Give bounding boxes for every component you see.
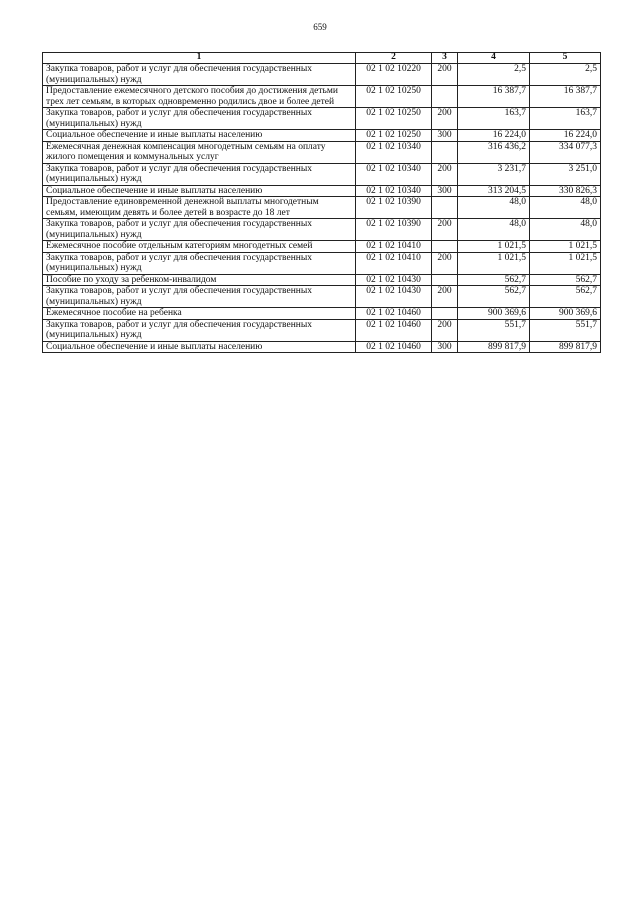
row-expense-type: 300 [432,341,458,353]
table-row [43,163,601,185]
row-amount-1: 900 369,6 [458,308,530,320]
table-row [43,219,601,241]
row-expense-type [432,197,458,219]
row-amount-1: 562,7 [458,286,530,308]
row-amount-2: 1 021,5 [530,241,601,253]
table-row [43,274,601,286]
row-amount-2: 551,7 [530,319,601,341]
row-expense-type [432,241,458,253]
row-amount-2: 2,5 [530,64,601,86]
page-number: 659 [313,22,327,32]
row-amount-1: 551,7 [458,319,530,341]
row-target-code: 02 1 02 10430 [356,286,432,308]
column-header-amount-2: 5 [530,53,601,64]
row-target-code: 02 1 02 10250 [356,130,432,142]
row-expense-type: 200 [432,64,458,86]
row-description: Социальное обеспечение и иные выплаты населению [43,185,356,197]
row-amount-1: 562,7 [458,274,530,286]
row-description: Закупка товаров, работ и услуг для обеспечения государственных (муниципальных) нужд [43,252,356,274]
table-body [43,64,601,353]
row-description: Закупка товаров, работ и услуг для обеспечения государственных (муниципальных) нужд [43,108,356,130]
row-amount-1: 163,7 [458,108,530,130]
row-expense-type: 200 [432,286,458,308]
row-expense-type: 200 [432,252,458,274]
row-description: Закупка товаров, работ и услуг для обеспечения государственных (муниципальных) нужд [43,163,356,185]
table-row [43,286,601,308]
table-row [43,130,601,142]
table-row [43,108,601,130]
budget-table [42,52,601,353]
row-description: Закупка товаров, работ и услуг для обеспечения государственных (муниципальных) нужд [43,286,356,308]
row-amount-1: 1 021,5 [458,241,530,253]
row-target-code: 02 1 02 10250 [356,86,432,108]
table-row [43,341,601,353]
table-row [43,185,601,197]
row-description: Предоставление ежемесячного детского пособия до достижения детьми трех лет семьям, в которых одновременно родились двое и более детей [43,86,356,108]
row-expense-type: 300 [432,185,458,197]
row-expense-type: 200 [432,163,458,185]
table-row [43,86,601,108]
row-expense-type [432,86,458,108]
row-target-code: 02 1 02 10460 [356,319,432,341]
column-header-amount-1: 4 [458,53,530,64]
row-amount-2: 899 817,9 [530,341,601,353]
row-description: Ежемесячное пособие отдельным категориям многодетных семей [43,241,356,253]
row-amount-1: 899 817,9 [458,341,530,353]
row-amount-2: 16 387,7 [530,86,601,108]
row-amount-1: 16 387,7 [458,86,530,108]
table-header-row [43,53,601,64]
row-target-code: 02 1 02 10340 [356,185,432,197]
table-row [43,64,601,86]
row-amount-1: 2,5 [458,64,530,86]
row-target-code: 02 1 02 10430 [356,274,432,286]
row-amount-2: 900 369,6 [530,308,601,320]
row-target-code: 02 1 02 10390 [356,219,432,241]
table-row [43,141,601,163]
row-amount-2: 48,0 [530,219,601,241]
row-description: Закупка товаров, работ и услуг для обеспечения государственных (муниципальных) нужд [43,219,356,241]
row-amount-2: 330 826,3 [530,185,601,197]
row-target-code: 02 1 02 10250 [356,108,432,130]
row-expense-type: 200 [432,319,458,341]
row-expense-type [432,274,458,286]
row-target-code: 02 1 02 10410 [356,241,432,253]
row-expense-type: 200 [432,108,458,130]
row-amount-1: 3 231,7 [458,163,530,185]
row-description: Пособие по уходу за ребенком-инвалидом [43,274,356,286]
column-header-type: 3 [432,53,458,64]
row-target-code: 02 1 02 10340 [356,141,432,163]
row-expense-type [432,308,458,320]
row-description: Социальное обеспечение и иные выплаты населению [43,130,356,142]
table-row [43,319,601,341]
table-row [43,241,601,253]
row-description: Закупка товаров, работ и услуг для обеспечения государственных (муниципальных) нужд [43,319,356,341]
row-target-code: 02 1 02 10410 [356,252,432,274]
row-target-code: 02 1 02 10340 [356,163,432,185]
row-amount-2: 3 251,0 [530,163,601,185]
row-description: Закупка товаров, работ и услуг для обеспечения государственных (муниципальных) нужд [43,64,356,86]
row-amount-1: 48,0 [458,197,530,219]
table-row [43,197,601,219]
row-description: Предоставление единовременной денежной выплаты многодетным семьям, имеющим девять и более детей в возрасте до 18 лет [43,197,356,219]
table-row [43,308,601,320]
row-amount-1: 48,0 [458,219,530,241]
table-row [43,252,601,274]
row-amount-2: 562,7 [530,286,601,308]
row-expense-type: 300 [432,130,458,142]
row-target-code: 02 1 02 10220 [356,64,432,86]
row-expense-type: 200 [432,219,458,241]
row-amount-1: 316 436,2 [458,141,530,163]
column-header-name: 1 [43,53,356,64]
row-expense-type [432,141,458,163]
row-amount-2: 1 021,5 [530,252,601,274]
row-description: Ежемесячная денежная компенсация многодетным семьям на оплату жилого помещения и коммунальных услуг [43,141,356,163]
row-amount-2: 48,0 [530,197,601,219]
row-target-code: 02 1 02 10460 [356,308,432,320]
row-target-code: 02 1 02 10390 [356,197,432,219]
row-amount-2: 163,7 [530,108,601,130]
row-amount-1: 16 224,0 [458,130,530,142]
row-description: Ежемесячное пособие на ребенка [43,308,356,320]
row-amount-1: 313 204,5 [458,185,530,197]
row-amount-2: 16 224,0 [530,130,601,142]
row-amount-1: 1 021,5 [458,252,530,274]
row-amount-2: 334 077,3 [530,141,601,163]
row-target-code: 02 1 02 10460 [356,341,432,353]
row-description: Социальное обеспечение и иные выплаты населению [43,341,356,353]
column-header-code: 2 [356,53,432,64]
row-amount-2: 562,7 [530,274,601,286]
